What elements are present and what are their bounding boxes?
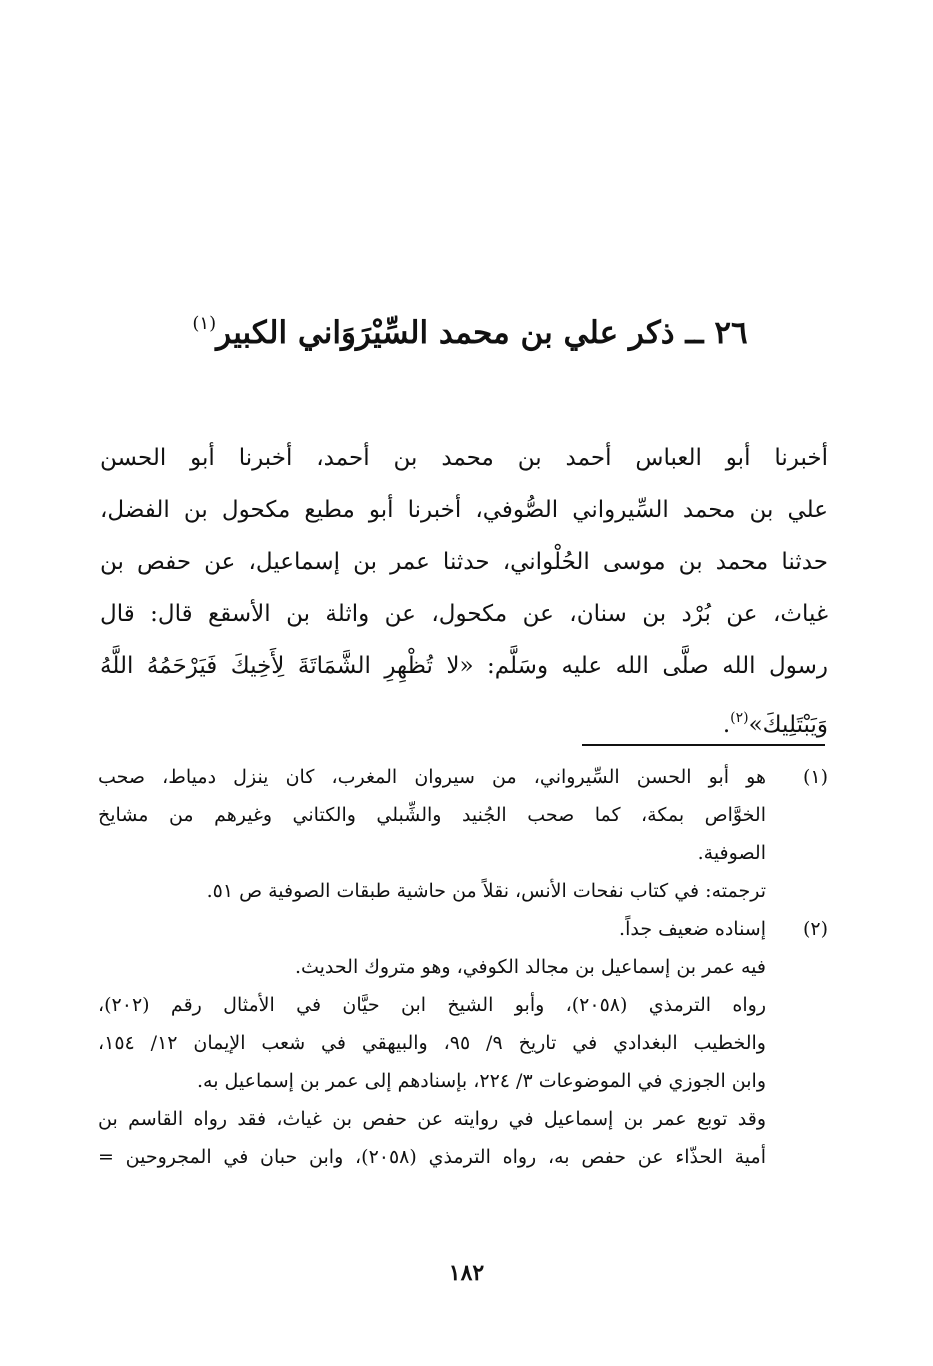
body-line: حدثنا محمد بن موسى الحُلْواني، حدثنا عمر بن إسماعيل، عن حفص بن xyxy=(100,549,828,575)
page-number: ١٨٢ xyxy=(448,1260,485,1286)
footnote-line: هو أبو الحسن السِّيرواني، من سيروان المغرب، كان ينزل دمياط، صحب xyxy=(98,766,766,788)
footnote-line: أمية الحذّاء عن حفص به، رواه الترمذي (٢٠٥٨)، وابن حبان في المجروحين = xyxy=(98,1146,766,1168)
body-line-last xyxy=(100,692,828,744)
footnote-1 xyxy=(98,758,828,910)
footnote-number: (٢) xyxy=(802,918,828,940)
footnote-number: (١) xyxy=(802,766,828,788)
footnote-line: فيه عمر بن إسماعيل بن مجالد الكوفي، وهو متروك الحديث. xyxy=(294,956,766,978)
body-footnote-ref: (٢) xyxy=(730,710,749,726)
body-line: غياث، عن بُرْد بن سنان، عن مكحول، عن واثلة بن الأسقع قال: قال xyxy=(100,601,828,627)
main-text xyxy=(100,432,828,744)
footnote-2 xyxy=(98,910,828,1176)
footnote-line: وقد توبع عمر بن إسماعيل في روايته عن حفص بن غياث، فقد رواه القاسم بن xyxy=(98,1108,766,1130)
footnote-line: الصوفية. xyxy=(697,842,766,864)
body-line: رسول الله صلَّى الله عليه وسَلَّم: «لا تُظْهِرِ الشَّمَاتَةَ لِأَخِيكَ فَيَرْحَمُهُ اللَّهُ xyxy=(100,653,828,679)
body-line: أخبرنا أبو العباس أحمد بن محمد بن أحمد، أخبرنا أبو الحسن xyxy=(100,445,828,471)
footnote-line: إسناده ضعيف جداً. xyxy=(619,918,766,940)
footnote-line: رواه الترمذي (٢٠٥٨)، وأبو الشيخ ابن حيَّان في الأمثال رقم (٢٠٢)، xyxy=(98,994,766,1016)
body-line: علي بن محمد السِّيرواني الصُّوفي، أخبرنا أبو مطيع مكحول بن الفضل، xyxy=(100,497,828,523)
footnotes xyxy=(98,758,828,1176)
footnote-line: وابن الجوزي في الموضوعات ٣/ ٢٢٤، بإسنادهم إلى عمر بن إسماعيل به. xyxy=(196,1070,766,1092)
footnote-line: والخطيب البغدادي في تاريخ ٩/ ٩٥، والبيهقي في شعب الإيمان ١٢/ ١٥٤، xyxy=(98,1032,766,1054)
footnote-separator xyxy=(582,744,825,746)
chapter-heading-text: ٢٦ ــ ذكر علي بن محمد السِّيْرَوَاني الكبير xyxy=(216,315,748,351)
footnote-line: الخوَّاص بمكة، كما صحب الجُنيد والشِّبلي والكتاني وغيرهم من مشايخ xyxy=(98,804,766,826)
body-last-text: وَيَبْتَلِيكَ» xyxy=(748,712,828,738)
chapter-heading xyxy=(120,300,820,357)
body-last-end: . xyxy=(722,712,731,738)
footnote-line: ترجمته: في كتاب نفحات الأنس، نقلاً من حاشية طبقات الصوفية ص ٥١. xyxy=(206,880,766,902)
heading-footnote-ref: (١) xyxy=(192,313,217,334)
